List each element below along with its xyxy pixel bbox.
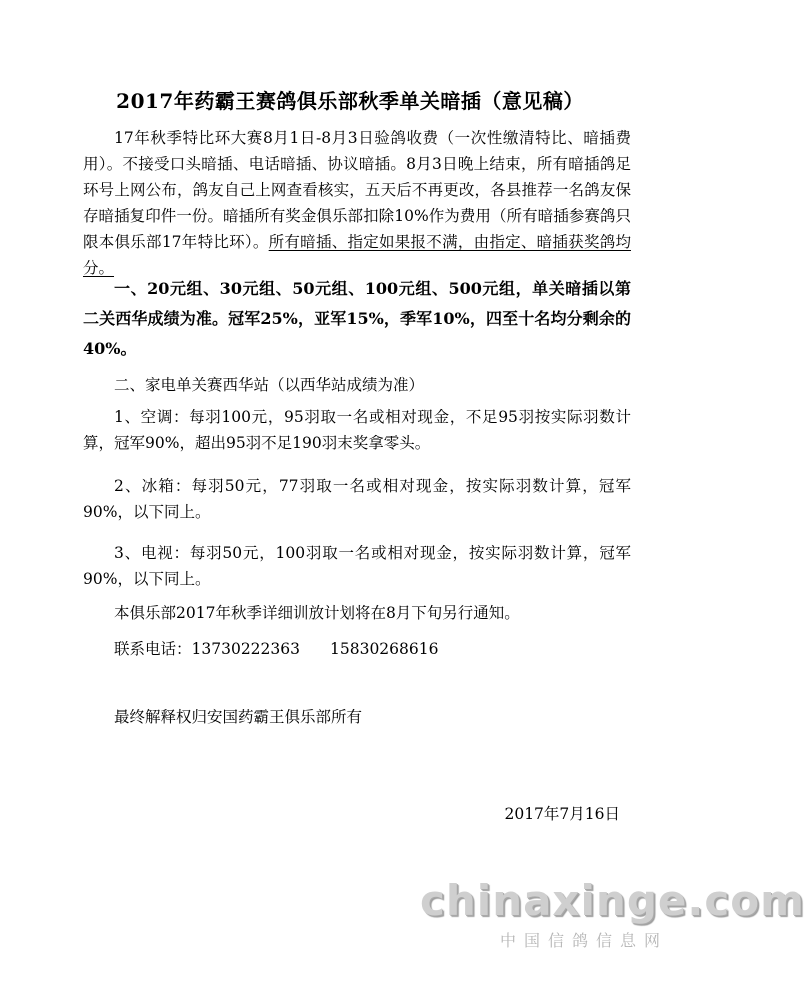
training-notice: 本俱乐部2017年秋季详细训放计划将在8月下旬另行通知。 (114, 604, 520, 622)
item-refrigerator: 2、冰箱：每羽50元，77羽取一名或相对现金，按实际羽数计算，冠军90%，以下同上。 (83, 477, 631, 521)
intro-paragraph (83, 125, 631, 281)
section-two-heading: 二、家电单关赛西华站（以西华站成绩为准） (114, 376, 425, 394)
section-one-paragraph: 一、20元组、30元组、50元组、100元组、500元组，单关暗插以第二关西华成绩为准。冠军25%，亚军15%，季军10%，四至十名均分剩余的40%。 (83, 279, 631, 358)
intro-underlined-text: 所有暗插、指定如果报不满，由指定、暗插获奖鸽均分。 (83, 233, 631, 277)
contact-line (83, 636, 631, 662)
phone-number-2: 15830268616 (330, 640, 439, 658)
document-title: 2017年药霸王赛鸽俱乐部秋季单关暗插（意见稿） (116, 89, 584, 113)
watermark-site: chinaxinge.com (420, 876, 805, 925)
item-television: 3、电视：每羽50元，100羽取一名或相对现金，按实际羽数计算，冠军90%，以下同上。 (83, 544, 631, 588)
intro-text: 17年秋季特比环大赛8月1日-8月3日验鸽收费（一次性缴清特比、暗插费用）。不接受口头暗插、电话暗插、协议暗插。8月3日晚上结束，所有暗插鸽足环号上网公布，鸽友自己上网查看核实，五天后不再更改，各县推荐一名鸽友保存暗插复印件一份。暗插所有奖金俱乐部扣除10%作为费用（所有暗插参赛鸽只限本俱乐部17年特比环）。 (83, 129, 631, 251)
contact-label: 联系电话： (114, 640, 192, 658)
phone-number-1: 13730222363 (191, 640, 300, 658)
document-date: 2017年7月16日 (504, 805, 620, 823)
final-statement: 最终解释权归安国药霸王俱乐部所有 (114, 708, 363, 726)
item-air-conditioner: 1、空调：每羽100元，95羽取一名或相对现金，不足95羽按实际羽数计算，冠军90%，超出95羽不足190羽末奖拿零头。 (83, 408, 631, 452)
watermark-site-cn: 中国信鸽信息网 (500, 931, 669, 950)
